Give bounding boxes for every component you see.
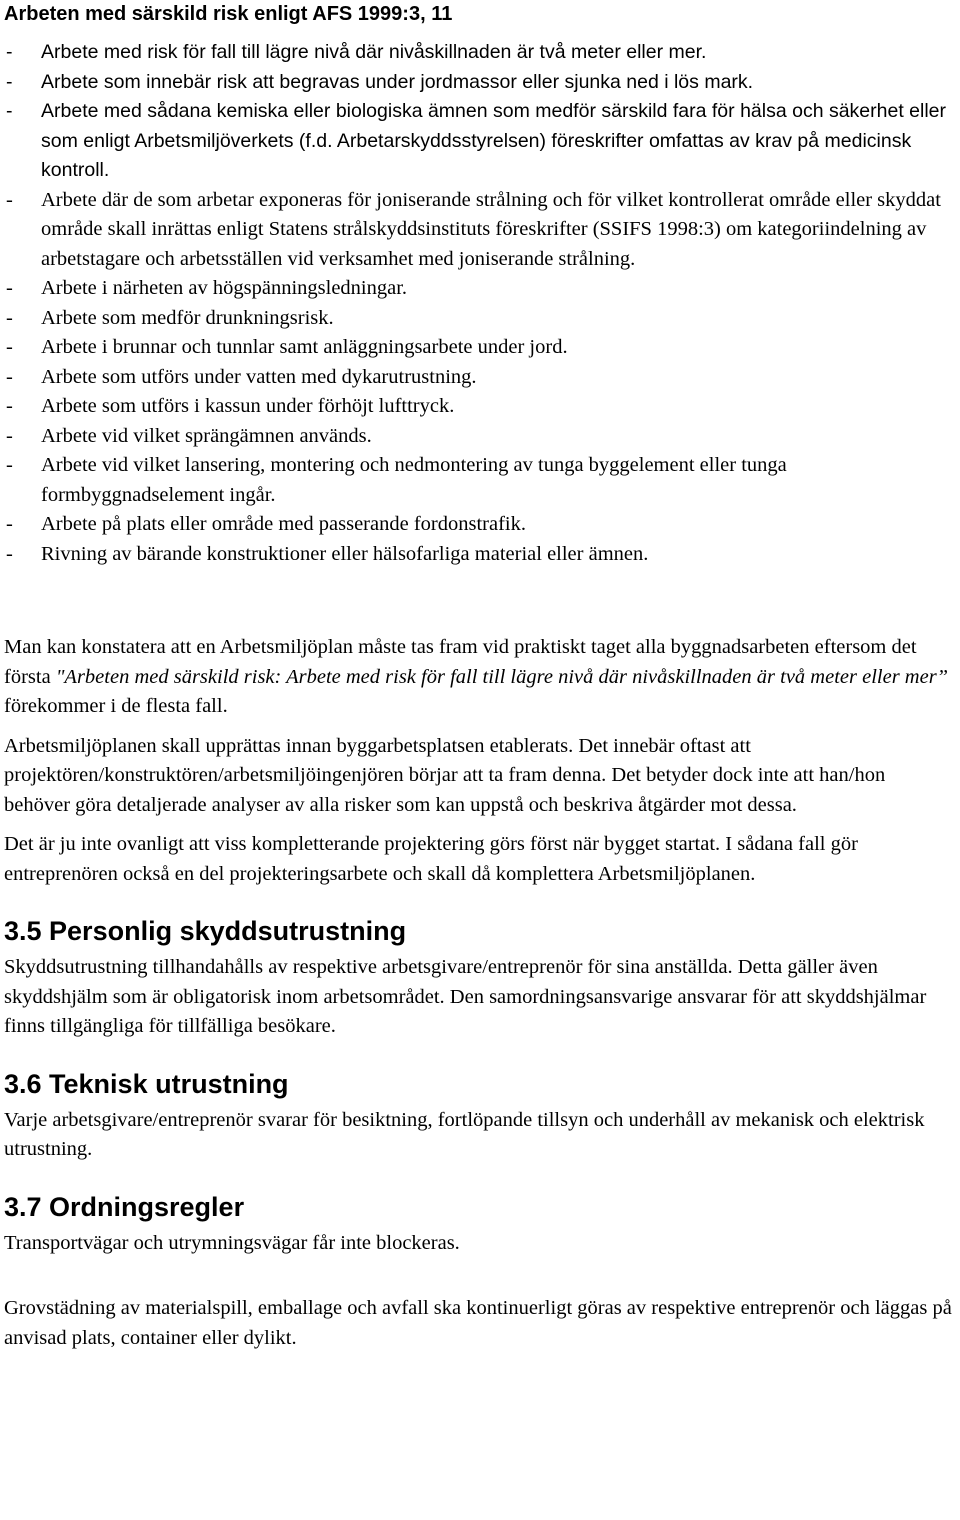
list-item-text: Arbete som medför drunkningsrisk. (41, 306, 334, 329)
list-item-text: Arbete som utförs under vatten med dykarutrustning. (41, 365, 477, 388)
list-item (4, 422, 956, 452)
list-dash: - (6, 277, 13, 299)
list-item-text: Arbete vid vilket lansering, montering och nedmontering av tunga byggelement eller tunga formbyggnadselement ingår. (41, 454, 787, 506)
list-item-text: Rivning av bärande konstruktioner eller hälsofarliga material eller ämnen. (41, 542, 649, 565)
list-item (4, 333, 956, 363)
list-dash: - (6, 395, 13, 417)
list-item (4, 392, 956, 422)
list-item (4, 97, 956, 186)
list-item-text: Arbete på plats eller område med passerande fordonstrafik. (41, 513, 526, 535)
list-item (4, 451, 956, 510)
list-dash: - (6, 424, 13, 447)
intro-text-end: förekommer i de flesta fall. (4, 695, 228, 717)
list-item-text: Arbete vid vilket sprängämnen används. (41, 424, 372, 447)
list-item-text: Arbete där de som arbetar exponeras för joniserande strålning och för vilket kontrollerat område eller skyddat område skall inrättas enligt Statens strålskyddsinstituts föreskrifter (SSIFS 1998:3) om kategoriindelning av arbetstagare och arbetsställen vid verksamhet med joniserande strålning. (41, 188, 941, 270)
list-item-text: Arbete med sådana kemiska eller biologiska ämnen som medför särskild fara för hälsa och säkerhet eller som enligt Arbetsmiljöverkets (f.d. Arbetarskyddsstyrelsen) föreskrifter omfattas av krav på medicinsk kontroll. (41, 100, 947, 181)
section-title-3-6: 3.6 Teknisk utrustning (4, 1068, 289, 1099)
list-item-text: Arbete med risk för fall till lägre nivå där nivåskillnaden är två meter eller mer. (41, 41, 707, 63)
closing-paragraph: Grovstädning av materialspill, emballage och avfall ska kontinuerligt göras av respektive entreprenör och läggas på anvisad plats, container eller dylikt. (4, 1297, 952, 1349)
list-item-text: Arbete som utförs i kassun under förhöjt lufttryck. (41, 395, 455, 417)
section-body-3-7: Transportvägar och utrymningsvägar får inte blockeras. (4, 1231, 460, 1254)
list-item (4, 304, 956, 334)
list-item (4, 38, 956, 68)
section-title-3-5: 3.5 Personlig skyddsutrustning (4, 916, 407, 946)
list-dash: - (6, 513, 13, 535)
list-item-text: Arbete i brunnar och tunnlar samt anläggningsarbete under jord. (41, 336, 568, 358)
list-dash: - (6, 70, 13, 93)
risk-list (4, 38, 956, 569)
section-title-3-7: 3.7 Ordningsregler (4, 1191, 245, 1222)
section-body-3-5: Skyddsutrustning tillhandahålls av respektive arbetsgivare/entreprenör för sina anställda. Detta gäller även skyddshjälm som är obligatorisk inom arbetsområdet. Den samordningsansvarige ansvarar för att skyddshjälmar finns tillgängliga för tillfälliga besökare. (4, 956, 927, 1037)
list-item-text: Arbete i närheten av högspänningsledningar. (41, 277, 408, 299)
list-dash: - (6, 454, 13, 476)
list-item-text: Arbete som innebär risk att begravas under jordmassor eller sjunka ned i lös mark. (41, 70, 754, 93)
list-item (4, 68, 956, 98)
list-item (4, 540, 956, 570)
section-body-3-6: Varje arbetsgivare/entreprenör svarar för besiktning, fortlöpande tillsyn och underhåll av mekanisk och elektrisk utrustning. (4, 1108, 925, 1160)
list-dash: - (6, 336, 13, 358)
list-dash: - (6, 100, 13, 122)
list-dash: - (6, 41, 13, 63)
list-item (4, 510, 956, 540)
intro-paragraph-2: Arbetsmiljöplanen skall upprättas innan byggarbetsplatsen etablerats. Det innebär oftast att projektören/konstruktören/arbetsmiljöingenjören börjar att ta fram denna. Det betyder dock inte att han/hon behöver göra detaljerade analyser av alla risker som kan uppstå och beskriva åtgärder mot dessa. (4, 734, 886, 816)
intro-paragraph-1 (4, 633, 956, 722)
risk-heading: Arbeten med särskild risk enligt AFS 1999:3, 11 (4, 3, 453, 25)
intro-paragraph-3: Det är ju inte ovanligt att viss kompletterande projektering görs först när bygget startat. I sådana fall gör entreprenören också en del projekteringsarbete och skall då komplettera Arbetsmiljöplanen. (4, 833, 858, 885)
intro-text-start: Man kan konstatera att en Arbetsmiljöplan måste tas fram vid praktiskt taget alla byggnadsarbeten eftersom det första (4, 636, 917, 688)
list-item (4, 363, 956, 393)
list-dash: - (6, 188, 13, 211)
intro-quote: "Arbeten med särskild risk: Arbete med risk för fall till lägre nivå där nivåskillnaden är två meter eller mer” (55, 665, 949, 688)
list-dash: - (6, 365, 13, 388)
list-item (4, 274, 956, 304)
list-item (4, 186, 956, 275)
list-dash: - (6, 306, 13, 329)
document-page (4, 0, 956, 1353)
list-dash: - (6, 542, 13, 565)
